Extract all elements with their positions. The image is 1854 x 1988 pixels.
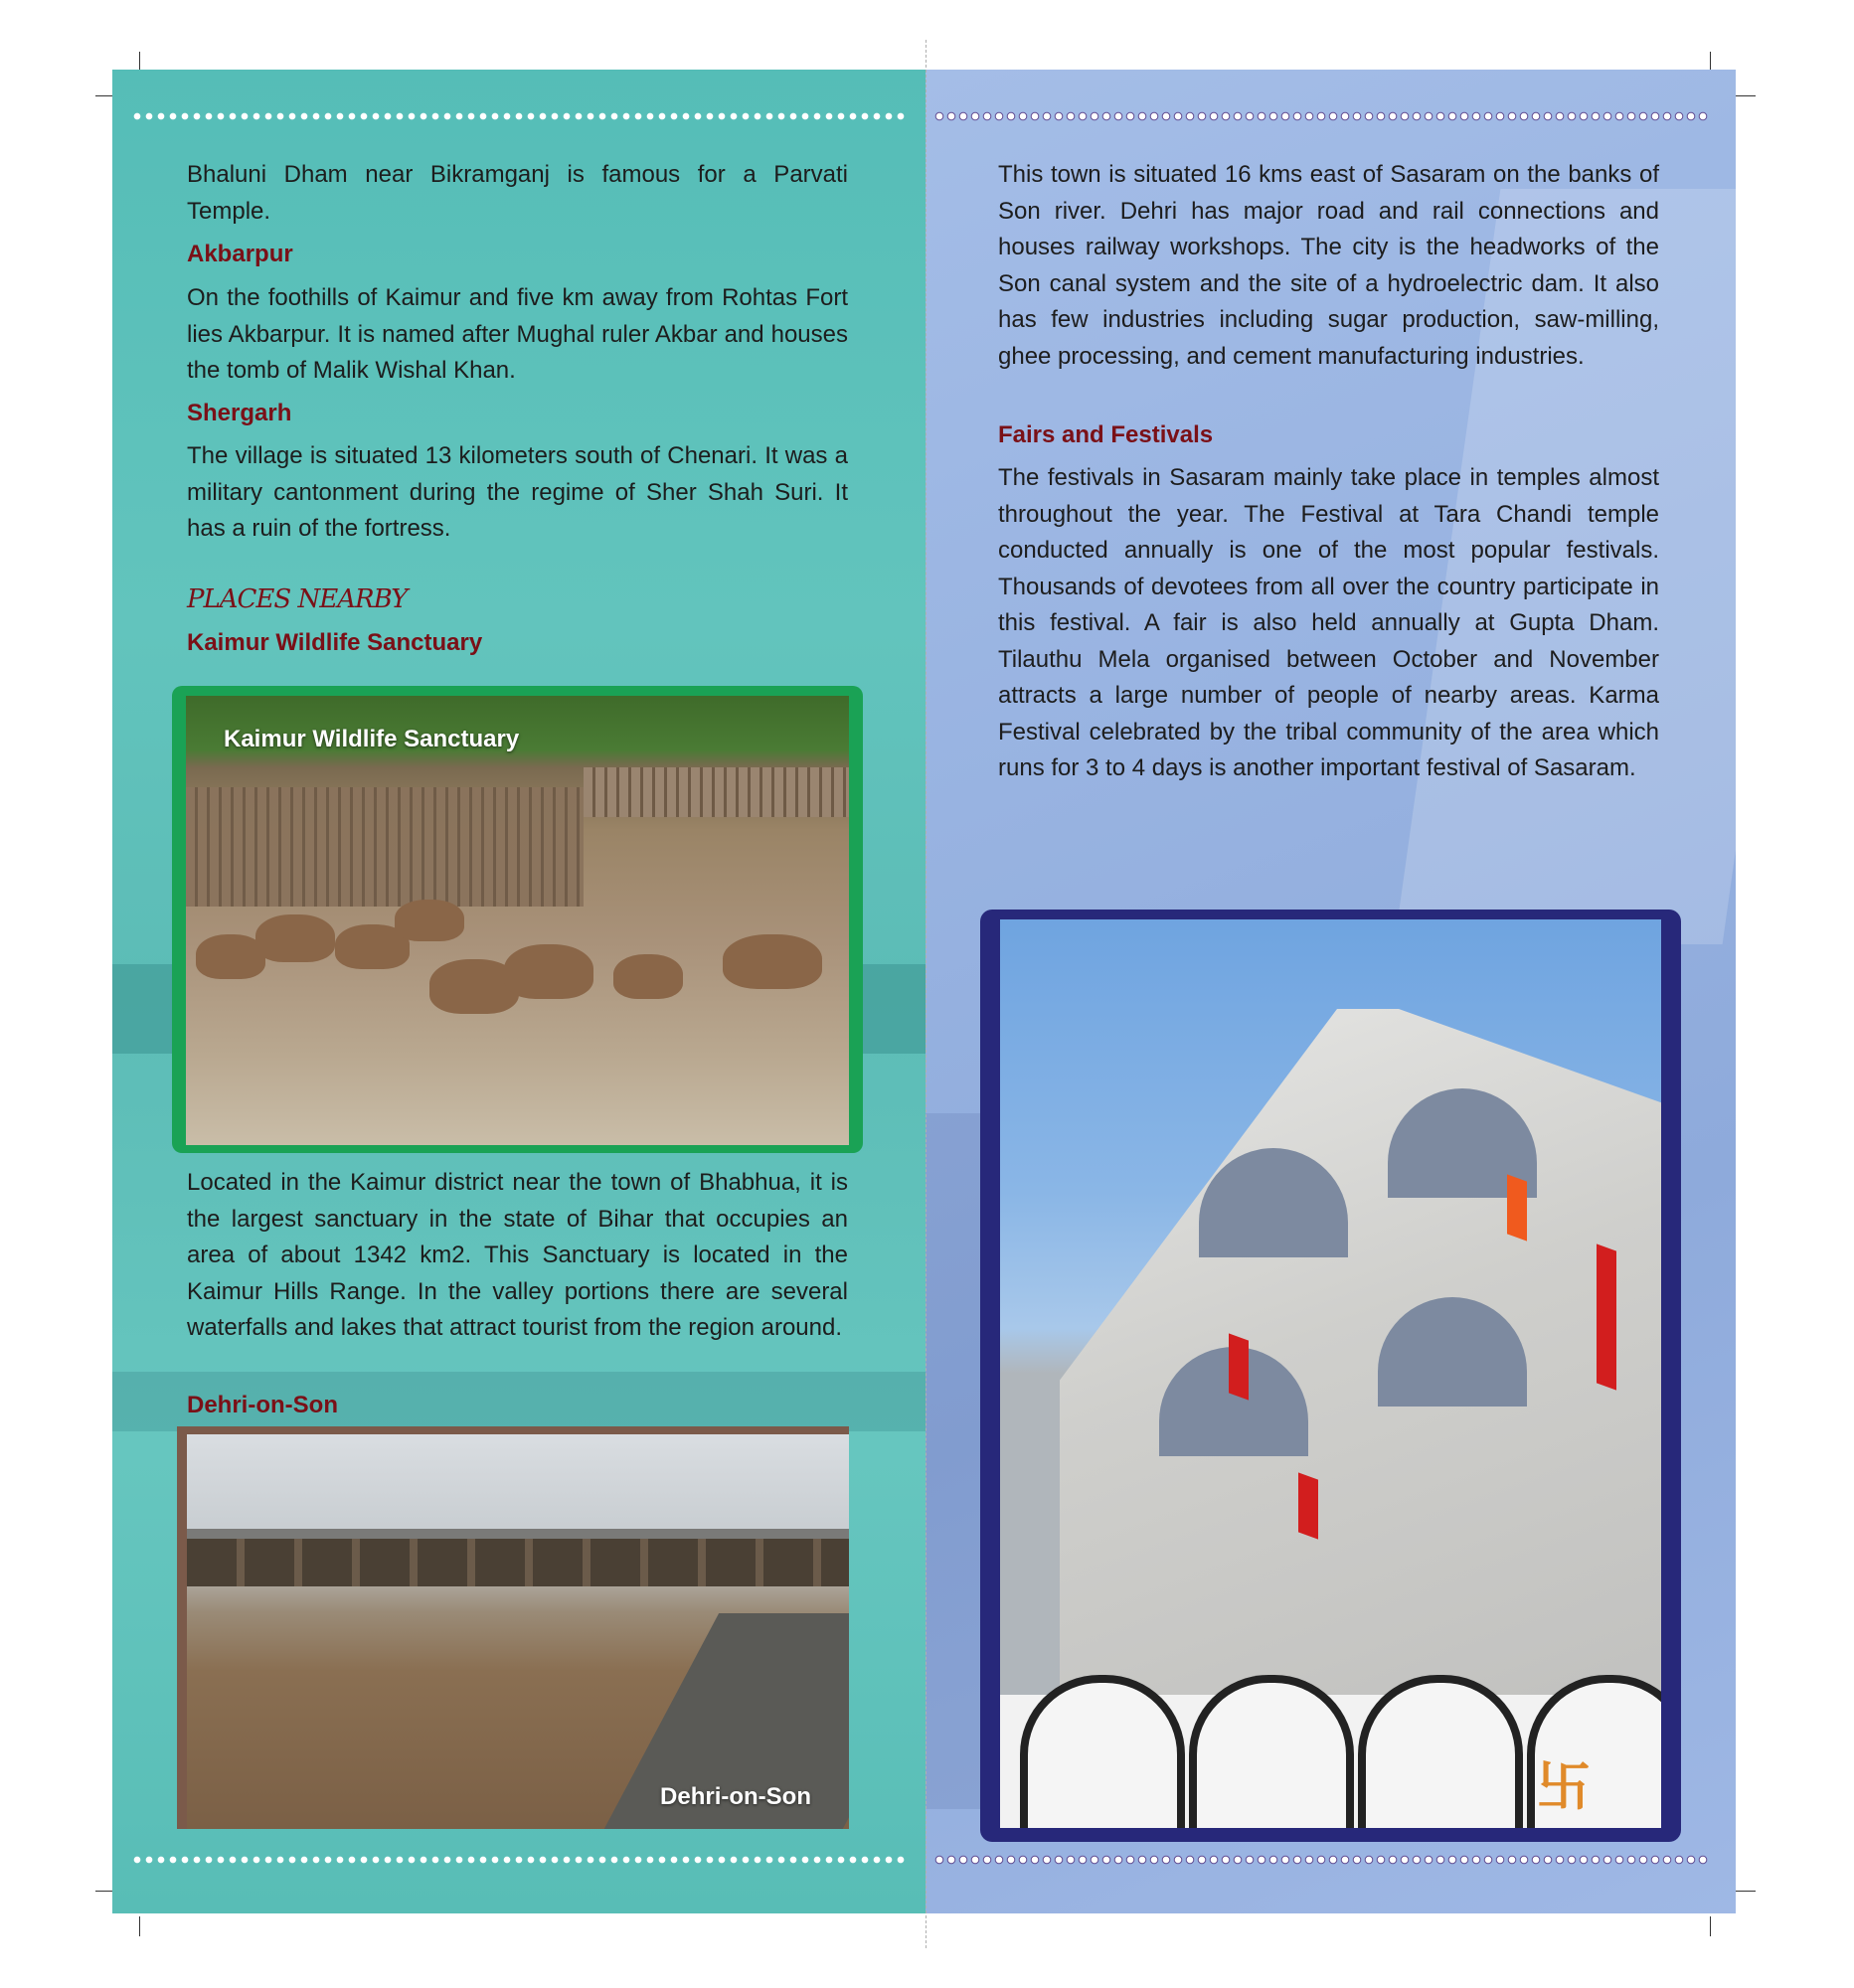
kaimur-text: Located in the Kaimur district near the town of Bhabhua, it is the largest sanctuary in the state of Bihar that occupies an area of about 1342 km2. This Sanctuary is located in the Kaimur Hills Range. In the valley portions there are several waterfalls and lakes that attract tourist from the region around. (187, 1169, 848, 1341)
akbarpur-text: On the foothills of Kaimur and five km away from Rohtas Fort lies Akbarpur. It is named after Mughal ruler Akbar and houses the tomb of Malik Wishal Khan. (187, 284, 848, 384)
shergarh-text: The village is situated 13 kilometers south of Chenari. It was a military cantonment during the regime of Sher Shah Suri. It has a ruin of the fortress. (187, 442, 848, 542)
wall-arch (1020, 1675, 1185, 1828)
flag (1597, 1243, 1616, 1390)
temple-photo-frame (980, 910, 1681, 1842)
fold-line (926, 40, 927, 1948)
deer (504, 944, 593, 999)
temple-photo (1000, 919, 1661, 1828)
kaimur-photo-frame (172, 686, 863, 1153)
deer (395, 900, 464, 941)
fairs-heading: Fairs and Festivals (998, 421, 1214, 448)
intro-paragraph (187, 157, 848, 230)
fairs-text: The festivals in Sasaram mainly take place in temples almost throughout the year. The Festival at Tara Chandi temple conducted annually is one of the most popular festivals. Thousands of devotees from all over the country participate in this festival. A fair is also held annually at Gupta Dham. Tilauthu Mela organised between October and November attracts a large number of people of nearby areas. Karma Festival celebrated by the tribal community of the area which runs for 3 to 4 days is another important festival of Sasaram. (998, 464, 1659, 781)
dotted-border-bottom-left (132, 1855, 908, 1865)
crop-mark (139, 1916, 140, 1936)
fence (584, 767, 849, 817)
kaimur-photo (186, 696, 849, 1145)
dehri-photo-frame (177, 1426, 849, 1829)
dehri-paragraph (998, 157, 1659, 375)
swastika-symbol: 卐 (1537, 1755, 1591, 1818)
shergarh-heading: Shergarh (187, 400, 292, 426)
dehri-text: This town is situated 16 kms east of Sasaram on the banks of Son river. Dehri has major road and rail connections and houses railway workshops. The city is the headworks of the Son canal system and the site of a hydroelectric dam. It also has few industries including sugar production, saw-milling, ghee processing, and cement manufacturing industries. (998, 161, 1659, 370)
dehri-heading: Dehri-on-Son (187, 1392, 338, 1418)
crop-mark (1736, 95, 1756, 96)
kaimur-photo-caption: Kaimur Wildlife Sanctuary (224, 726, 520, 752)
flag (1507, 1174, 1527, 1241)
fairs-paragraph (998, 460, 1659, 787)
crop-mark (1710, 52, 1711, 72)
kaimur-heading: Kaimur Wildlife Sanctuary (187, 629, 483, 656)
places-nearby-heading: PLACES NEARBY (187, 584, 408, 614)
crop-mark (1736, 1891, 1756, 1892)
dehri-photo-caption: Dehri-on-Son (660, 1783, 811, 1810)
flag (1229, 1333, 1249, 1400)
intro-text: Bhaluni Dham near Bikramganj is famous for a Parvati Temple. (187, 161, 848, 225)
deer (255, 914, 335, 962)
akbarpur-heading: Akbarpur (187, 241, 293, 267)
crop-mark (1710, 1916, 1711, 1936)
fence (186, 787, 584, 907)
flag (1298, 1472, 1318, 1539)
wall-arch (1189, 1675, 1354, 1828)
dotted-border-bottom-right (934, 1855, 1710, 1865)
wall-arch (1358, 1675, 1523, 1828)
bridge-rail (187, 1529, 849, 1539)
akbarpur-paragraph (187, 280, 848, 390)
deer (613, 954, 683, 999)
dehri-photo (187, 1434, 849, 1829)
kaimur-paragraph (187, 1165, 848, 1347)
bridge (187, 1539, 849, 1586)
crop-mark (139, 52, 140, 72)
dotted-border-top-right (934, 111, 1710, 121)
deer (723, 934, 822, 989)
dotted-border-top-left (132, 111, 908, 121)
shergarh-paragraph (187, 438, 848, 548)
